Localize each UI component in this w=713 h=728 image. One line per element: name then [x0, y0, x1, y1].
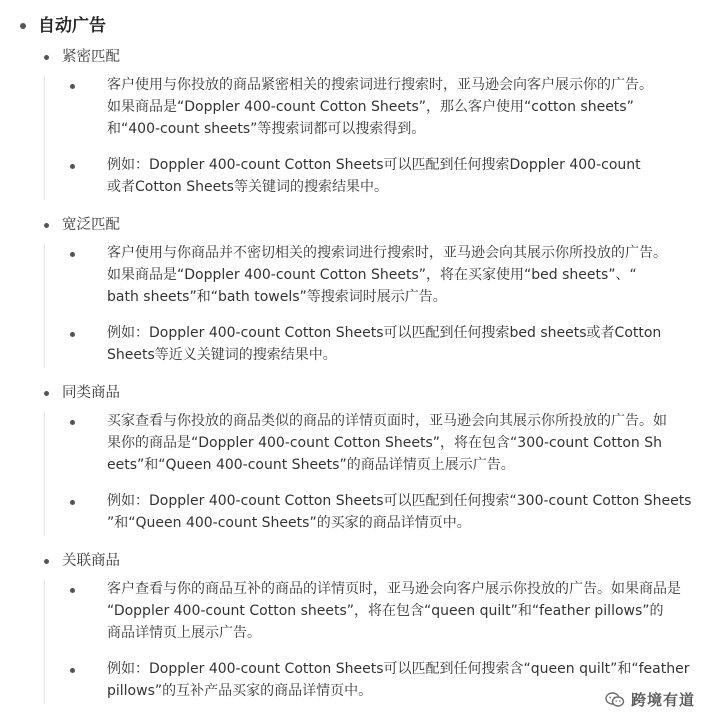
bullet-icon — [70, 252, 75, 257]
bullet-icon — [44, 223, 49, 228]
watermark — [605, 689, 695, 710]
wechat-logo-icon — [605, 692, 625, 708]
group-title: 关联商品 — [62, 553, 120, 569]
group-items — [44, 76, 653, 200]
item-text: 例如：Doppler 400-count Cotton Sheets可以匹配到任何搜索“300-count Cotton Sheets ”和“Queen 400-count Sheets”的买家的商品详情页中。 — [107, 493, 692, 531]
item-text: 客户查看与你的商品互补的商品的详情页时，亚马逊会向客户展示你投放的广告。如果商品是 “Doppler 400-count Cotton sheets”，将在包含“queen quilt”和“feather pillows”的 商品详情页上展示广告。 — [107, 581, 681, 641]
bullet-icon — [70, 84, 75, 89]
bullet-icon — [70, 668, 75, 673]
section-auto-ads — [0, 14, 713, 714]
item-text: 客户使用与你商品并不密切相关的搜索词进行搜索时，亚马逊会向其展示你所投放的广告。 如果商品是“Doppler 400-count Cotton Sheets”，将在买家使用“bed sheets”、“ bath sheets”和“bath towels”等搜索词时展示广告。 — [107, 245, 667, 305]
section-title: 自动广告 — [38, 16, 106, 36]
bullet-icon — [44, 391, 49, 396]
group-items — [44, 412, 692, 536]
group-title: 同类商品 — [62, 385, 120, 401]
bullet-icon — [44, 559, 49, 564]
item-text: 例如：Doppler 400-count Cotton Sheets可以匹配到任何搜索bed sheets或者Cotton Sheets等近义关键词的搜索结果中。 — [107, 325, 662, 363]
item-text: 例如：Doppler 400-count Cotton Sheets可以匹配到任何搜索含“queen quilt”和“feather pillows”的互补产品买家的商品详情页中。 — [107, 661, 690, 699]
bullet-icon — [70, 588, 75, 593]
bullet-icon — [70, 420, 75, 425]
item-text: 买家查看与你投放的商品类似的商品的详情页面时，亚马逊会向其展示你所投放的广告。如 果你的商品是“Doppler 400-count Cotton Sheets”，将在包含“300-count Cotton Sh eets”和“Queen 400-count Sheets”的商品详情页上展示广告。 — [107, 413, 667, 473]
group-title: 宽泛匹配 — [62, 217, 120, 233]
bullet-icon — [70, 164, 75, 169]
bullet-icon — [20, 23, 26, 29]
bullet-icon — [44, 55, 49, 60]
bullet-icon — [70, 332, 75, 337]
group-title: 紧密匹配 — [62, 49, 120, 65]
item-text: 客户使用与你投放的商品紧密相关的搜索词进行搜索时，亚马逊会向客户展示你的广告。 如果商品是“Doppler 400-count Cotton Sheets”，那么客户使用“cotton sheets” 和“400-count sheets”等搜索词都可以搜索得到。 — [107, 77, 653, 137]
watermark-text: 跨境有道 — [630, 691, 695, 709]
bullet-icon — [70, 500, 75, 505]
group-items — [44, 244, 667, 368]
item-text: 例如：Doppler 400-count Cotton Sheets可以匹配到任何搜索Doppler 400-count 或者Cotton Sheets等关键词的搜索结果中。 — [107, 157, 641, 195]
